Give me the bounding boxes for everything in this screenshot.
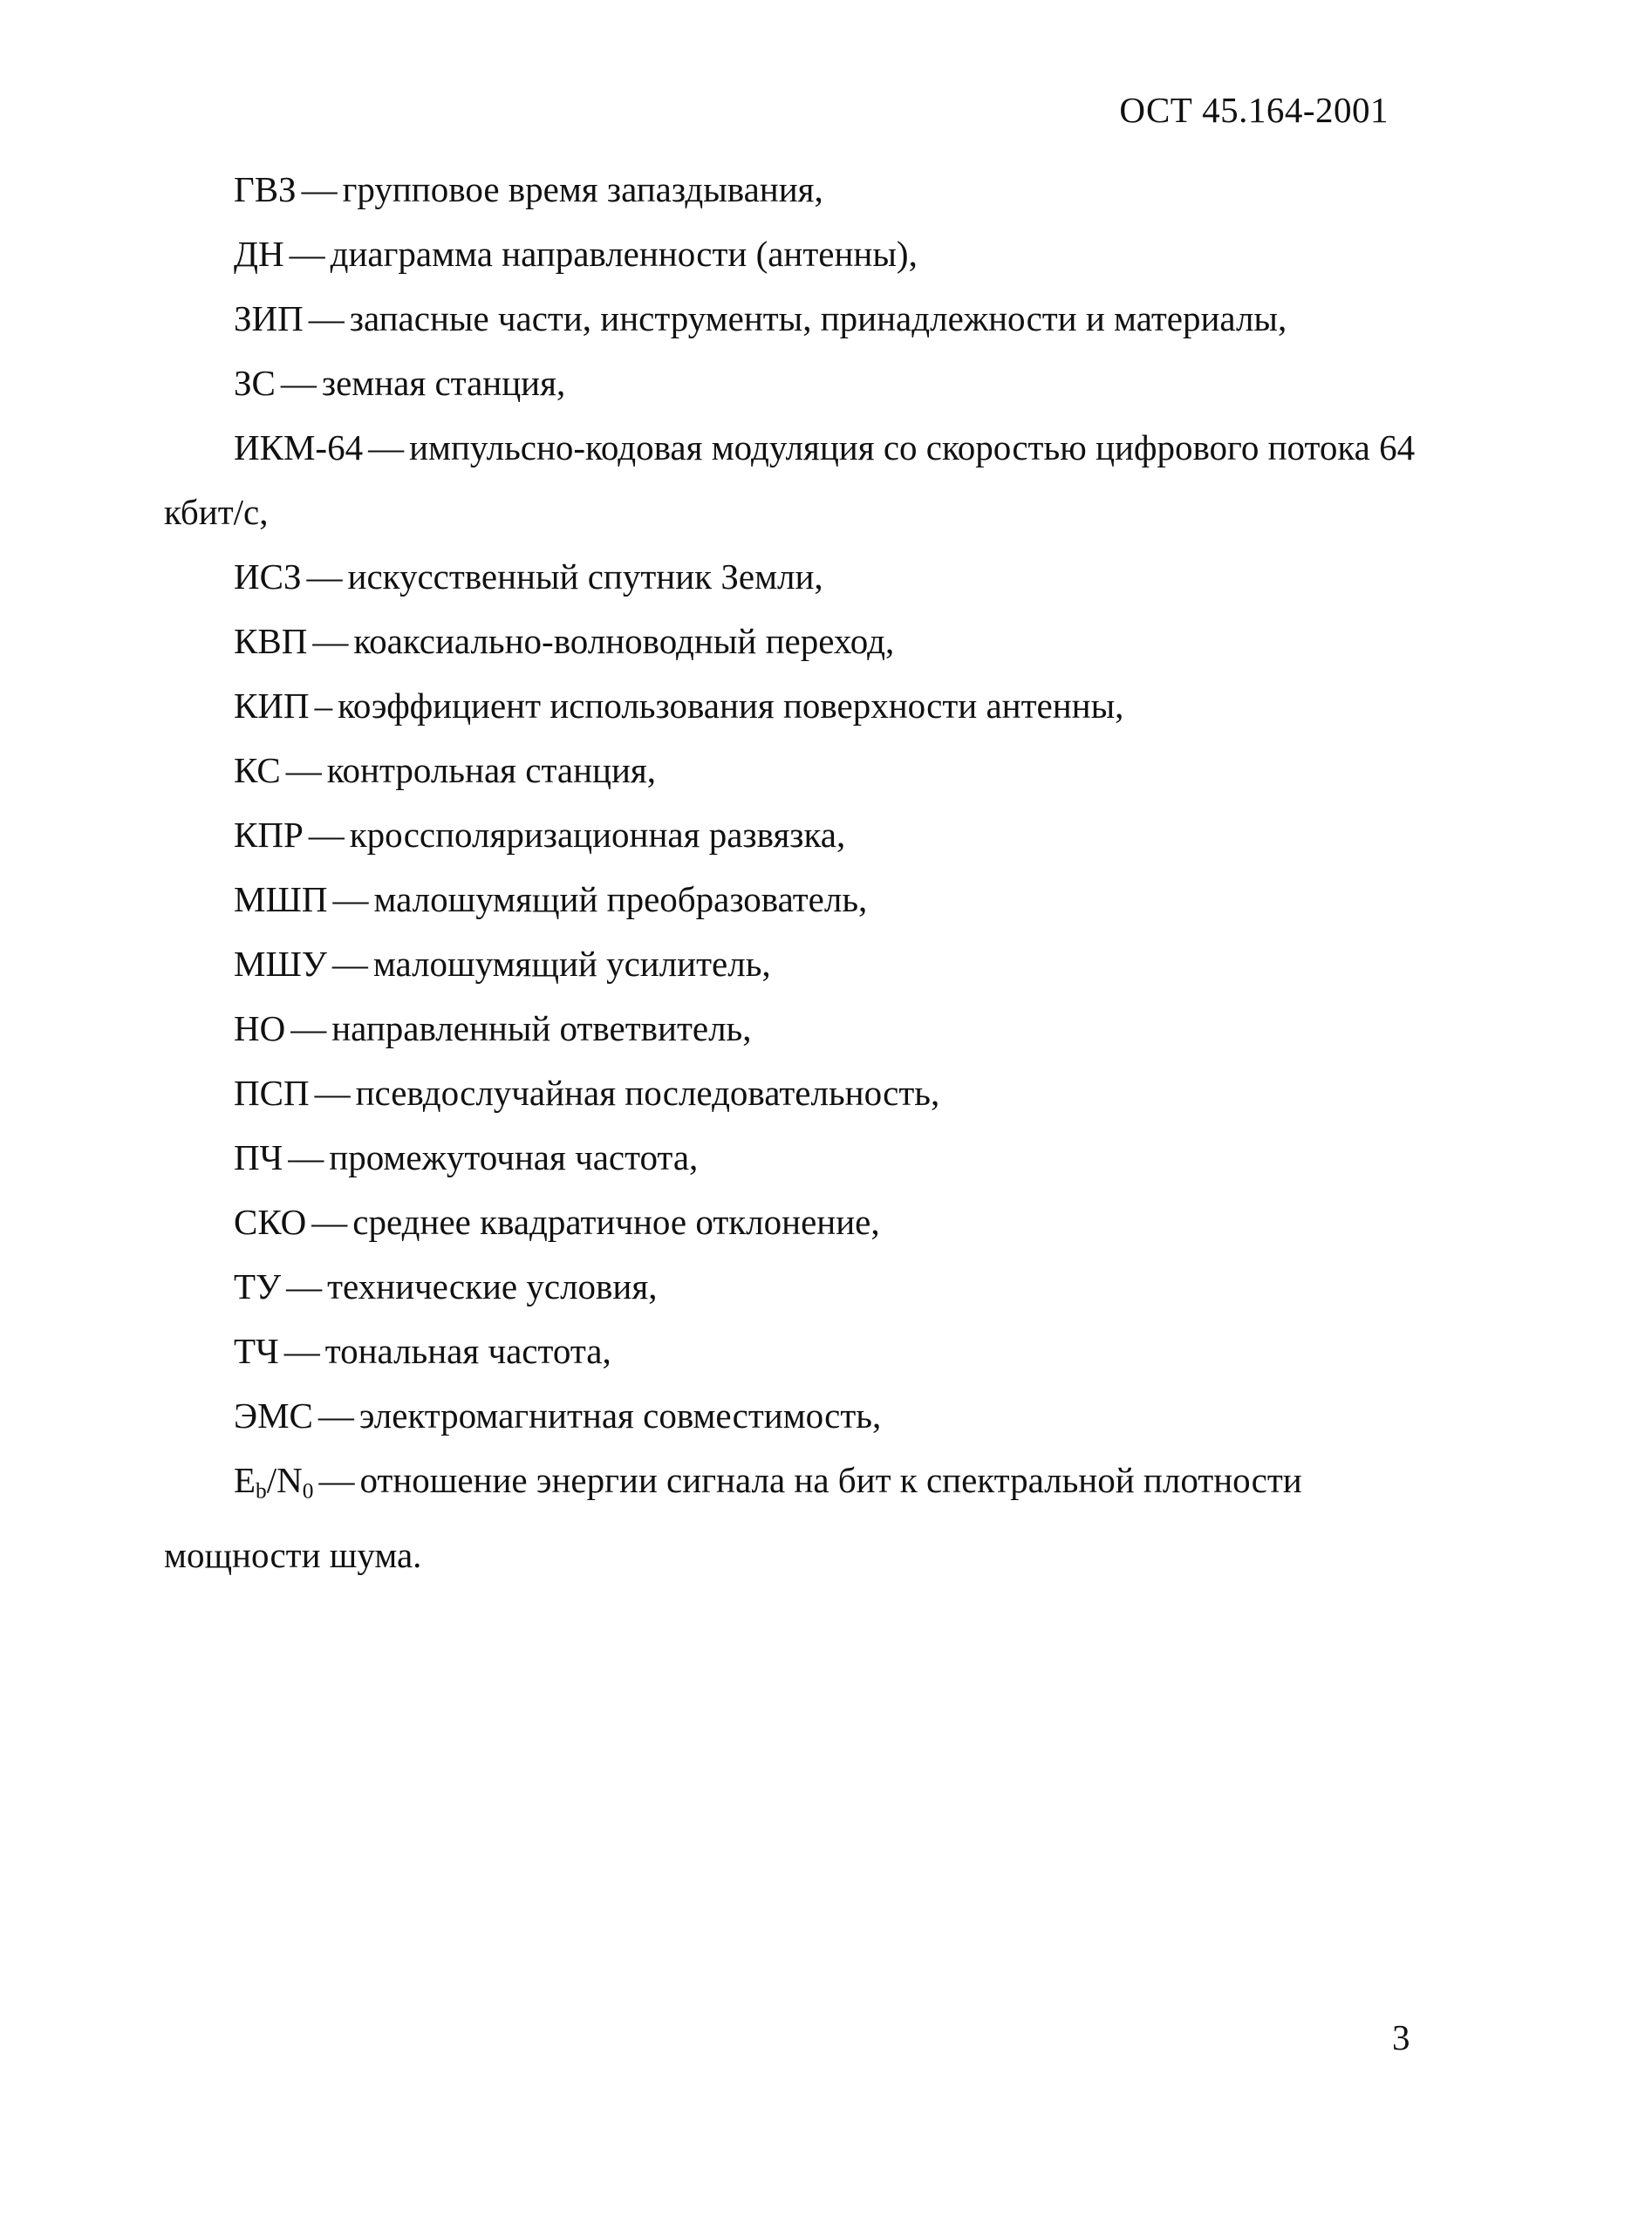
abbreviation-item: [164, 286, 1429, 351]
abbreviation-item: [164, 157, 1429, 222]
separator: —: [368, 427, 405, 467]
abbreviation-term: КС: [234, 750, 281, 790]
document-code: ОСТ 45.164-2001: [1119, 90, 1389, 130]
term-slash: /N: [266, 1460, 303, 1500]
separator: —: [301, 169, 338, 209]
abbreviation-definition: промежуточная частота,: [329, 1137, 699, 1177]
separator: —: [311, 1202, 348, 1242]
separator: —: [290, 1008, 327, 1048]
abbreviation-term: ДН: [234, 234, 284, 274]
abbreviation-term: ЗИП: [234, 298, 304, 338]
separator: —: [283, 1331, 320, 1371]
abbreviation-term: МШП: [234, 879, 328, 919]
separator: —: [312, 621, 349, 661]
abbreviation-item: [164, 802, 1429, 867]
separator: —: [332, 879, 369, 919]
page-number: 3: [1392, 2017, 1410, 2057]
abbreviation-item: [164, 867, 1429, 931]
abbreviation-term: НО: [234, 1008, 286, 1048]
abbreviation-term: КВП: [234, 621, 308, 661]
abbreviation-item: [164, 931, 1429, 996]
abbreviation-definition: среднее квадратичное отклонение,: [352, 1202, 880, 1242]
abbreviation-term: ПСП: [234, 1073, 310, 1113]
abbreviation-item: [164, 609, 1429, 673]
abbreviation-item: [164, 544, 1429, 609]
abbreviation-definition: коаксиально-волноводный переход,: [353, 621, 895, 661]
separator: —: [285, 750, 322, 790]
abbreviation-item: [164, 1061, 1429, 1125]
abbreviation-item: [164, 1125, 1429, 1190]
abbreviation-item: [164, 1383, 1429, 1448]
abbreviation-item: [164, 996, 1429, 1061]
abbreviation-definition: запасные части, инструменты, принадлежности и материалы,: [349, 298, 1287, 338]
abbreviation-term: КИП: [234, 686, 310, 726]
separator: —: [331, 944, 368, 984]
separator: —: [306, 556, 343, 597]
abbreviation-definition: кроссполяризационная развязка,: [349, 815, 846, 855]
abbreviation-definition: земная станция,: [321, 363, 566, 403]
term-main: E: [234, 1460, 256, 1500]
abbreviation-definition: электромагнитная совместимость,: [358, 1395, 882, 1436]
abbreviation-term: МШУ: [234, 944, 327, 984]
abbreviation-term: ТУ: [234, 1266, 282, 1306]
abbreviation-term: ИСЗ: [234, 556, 302, 597]
abbreviation-list: [164, 157, 1429, 1587]
term-subscript-0: 0: [302, 1478, 314, 1504]
separator: —: [318, 1460, 355, 1500]
abbreviation-term: ИКМ-64: [234, 427, 364, 467]
abbreviation-term: СКО: [234, 1202, 307, 1242]
abbreviation-item: [164, 222, 1429, 286]
separator: —: [314, 1073, 351, 1113]
abbreviation-item: [164, 351, 1429, 415]
abbreviation-term: ЗС: [234, 363, 276, 403]
abbreviation-definition: технические условия,: [327, 1266, 658, 1306]
abbreviation-term: ПЧ: [234, 1137, 283, 1177]
abbreviation-term: ЭМС: [234, 1395, 313, 1436]
term-subscript-b: b: [256, 1478, 267, 1504]
abbreviation-definition: малошумящий преобразователь,: [373, 879, 868, 919]
separator: —: [317, 1395, 354, 1436]
separator: —: [308, 298, 345, 338]
abbreviation-term: КПР: [234, 815, 304, 855]
abbreviation-definition: групповое время запаздывания,: [342, 169, 823, 209]
abbreviation-definition: отношение энергии сигнала на бит к спектральной плотности мощности шума.: [164, 1460, 1302, 1576]
abbreviation-term: ГВЗ: [234, 169, 297, 209]
abbreviation-definition: направленный ответвитель,: [331, 1008, 752, 1048]
separator: —: [308, 815, 345, 855]
abbreviation-definition: диаграмма направленности (антенны),: [330, 234, 918, 274]
abbreviation-item-ebn0: [164, 1448, 1429, 1587]
abbreviation-item: [164, 415, 1429, 544]
abbreviation-definition: импульсно-кодовая модуляция со скоростью цифрового потока 64 кбит/с,: [164, 427, 1416, 532]
abbreviation-definition: тональная частота,: [324, 1331, 611, 1371]
separator: —: [280, 363, 317, 403]
abbreviation-definition: малошумящий усилитель,: [372, 944, 771, 984]
abbreviation-definition: псевдослучайная последовательность,: [355, 1073, 940, 1113]
abbreviation-item: [164, 673, 1429, 738]
abbreviation-term: ТЧ: [234, 1331, 279, 1371]
abbreviation-item: [164, 1254, 1429, 1319]
abbreviation-definition: контрольная станция,: [326, 750, 656, 790]
abbreviation-item: [164, 1190, 1429, 1254]
separator: —: [286, 1266, 323, 1306]
abbreviation-definition: искусственный спутник Земли,: [347, 556, 823, 597]
abbreviation-item: [164, 1319, 1429, 1383]
separator: —: [289, 234, 325, 274]
abbreviation-item: [164, 738, 1429, 802]
abbreviation-definition: коэффициент использования поверхности антенны,: [338, 686, 1124, 726]
separator: —: [288, 1137, 324, 1177]
separator: –: [314, 686, 333, 726]
abbreviation-term: [234, 1460, 314, 1504]
